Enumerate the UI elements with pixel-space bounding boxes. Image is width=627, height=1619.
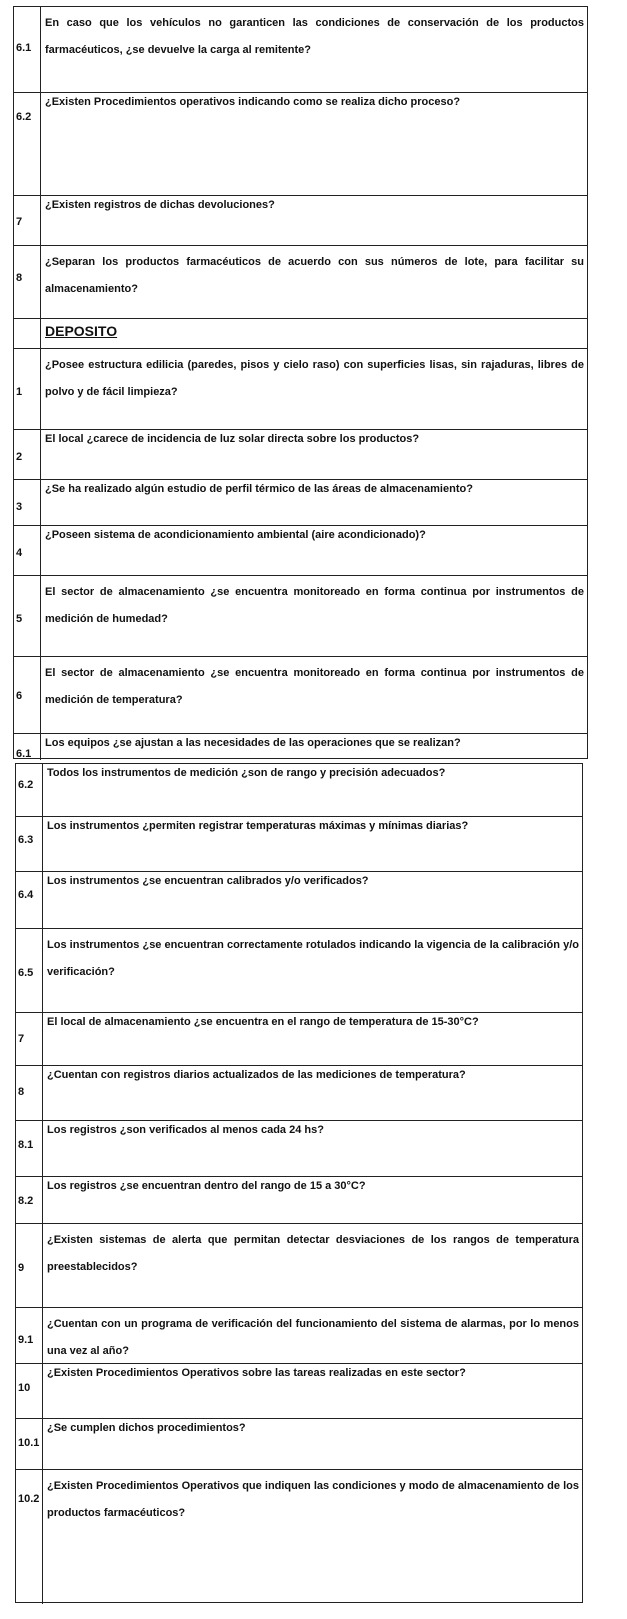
item-number: 6.1 [16,42,32,54]
item-number-cell [16,1013,43,1065]
item-number: 1 [16,386,23,398]
checklist-row [16,1120,582,1176]
question-text: ¿Existen sistemas de alerta que permitan detectar desviaciones de los rangos de temperatura preestablecidos? [47,1234,579,1273]
question-text: Los instrumentos ¿se encuentran correctamente rotulados indicando la vigencia de la calibración y/o verificación? [47,939,579,978]
item-number-cell [14,349,41,429]
item-number-cell [14,7,41,92]
item-number: 10 [18,1382,31,1394]
item-number: 6.2 [16,111,32,123]
item-number-cell [16,1121,43,1176]
checklist-row [14,195,587,245]
item-number: 6 [16,690,23,702]
item-number-cell [16,1308,43,1363]
checklist-row [14,245,587,318]
item-number: 6.4 [18,889,34,901]
item-number-cell [16,1364,43,1418]
item-number-cell [14,576,41,656]
checklist-row [16,1469,582,1604]
item-number: 6.1 [16,748,32,760]
item-number: 6.2 [18,779,34,791]
checklist-row [16,1418,582,1469]
item-number: 8 [16,272,23,284]
item-number-cell [16,817,43,871]
checklist-row [16,1363,582,1418]
item-number-cell [16,1177,43,1223]
item-number: 4 [16,547,23,559]
checklist-row [16,1307,582,1363]
question-text: ¿Se ha realizado algún estudio de perfil térmico de las áreas de almacenamiento? [45,483,473,495]
question-text: El sector de almacenamiento ¿se encuentra monitoreado en forma continua por instrumentos de medición de temperatura? [45,667,584,706]
question-text: Los instrumentos ¿se encuentran calibrados y/o verificados? [47,875,369,887]
item-number-cell [16,1066,43,1120]
question-text: Los instrumentos ¿permiten registrar temperaturas máximas y mínimas diarias? [47,820,469,832]
checklist-row [16,816,582,871]
question-text: ¿Existen Procedimientos operativos indicando como se realiza dicho proceso? [45,96,461,108]
item-number-cell [14,526,41,575]
item-number: 6.3 [18,834,34,846]
checklist-row [16,1065,582,1120]
checklist-row [16,1176,582,1223]
question-text: El sector de almacenamiento ¿se encuentra monitoreado en forma continua por instrumentos de medición de humedad? [45,586,584,625]
question-text: Los registros ¿se encuentran dentro del rango de 15 a 30°C? [47,1180,366,1192]
item-number: 2 [16,451,23,463]
item-number: 5 [16,613,23,625]
item-number-cell [14,319,41,348]
checklist-row [16,764,582,816]
item-number: 7 [16,216,23,228]
question-text: ¿Posee estructura edilicia (paredes, pisos y cielo raso) con superficies lisas, sin rajaduras, libres de polvo y de fácil limpieza? [45,359,584,398]
question-text: ¿Separan los productos farmacéuticos de acuerdo con sus números de lote, para facilitar su almacenamiento? [45,256,584,295]
checklist-row [14,318,587,348]
item-number: 3 [16,501,23,513]
checklist-row [14,7,587,92]
item-number: 9.1 [18,1334,34,1346]
item-number-cell [16,1470,43,1604]
question-text: ¿Existen Procedimientos Operativos sobre las tareas realizadas en este sector? [47,1367,466,1379]
checklist-table-1 [13,6,588,759]
checklist-row [14,525,587,575]
item-number-cell [16,1224,43,1307]
item-number: 10.2 [18,1493,40,1505]
checklist-row [14,656,587,733]
item-number: 8.1 [18,1139,34,1151]
checklist-row [14,429,587,479]
item-number: 8.2 [18,1195,34,1207]
item-number: 6.5 [18,967,34,979]
question-text: Todos los instrumentos de medición ¿son de rango y precisión adecuados? [47,767,446,779]
item-number-cell [16,764,43,816]
question-text: El local de almacenamiento ¿se encuentra en el rango de temperatura de 15-30°C? [47,1016,479,1028]
question-text: ¿Existen Procedimientos Operativos que indiquen las condiciones y modo de almacenamiento de los productos farmacéuticos? [47,1480,579,1519]
checklist-row [16,1012,582,1065]
question-text: ¿Cuentan con registros diarios actualizados de las mediciones de temperatura? [47,1069,466,1081]
checklist-row [16,871,582,928]
question-text: ¿Poseen sistema de acondicionamiento ambiental (aire acondicionado)? [45,529,426,541]
checklist-row [16,1223,582,1307]
item-number: 7 [18,1033,25,1045]
question-text: ¿Existen registros de dichas devoluciones? [45,199,275,211]
item-number-cell [14,430,41,479]
checklist-row [14,92,587,195]
question-text: ¿Cuentan con un programa de verificación del funcionamiento del sistema de alarmas, por lo menos una vez al año? [47,1318,579,1357]
item-number-cell [16,872,43,928]
checklist-table-2 [15,763,583,1603]
question-text: En caso que los vehículos no garanticen las condiciones de conservación de los productos farmacéuticos, ¿se devuelve la carga al remitente? [45,17,584,56]
item-number: 10.1 [18,1437,40,1449]
item-number-cell [14,734,41,760]
item-number-cell [16,1419,43,1469]
checklist-row [16,928,582,1012]
checklist-row [14,348,587,429]
section-heading: DEPOSITO [45,323,118,339]
item-number-cell [14,93,41,195]
question-text: Los registros ¿son verificados al menos cada 24 hs? [47,1124,324,1136]
checklist-row [14,479,587,525]
question-text: Los equipos ¿se ajustan a las necesidades de las operaciones que se realizan? [45,737,461,749]
item-number-cell [14,480,41,525]
item-number: 8 [18,1086,25,1098]
item-number: 9 [18,1262,25,1274]
item-number-cell [16,929,43,1012]
item-number-cell [14,657,41,733]
item-number-cell [14,196,41,245]
checklist-row [14,733,587,760]
item-number-cell [14,246,41,318]
question-text: ¿Se cumplen dichos procedimientos? [47,1422,246,1434]
checklist-row [14,575,587,656]
question-text: El local ¿carece de incidencia de luz solar directa sobre los productos? [45,433,420,445]
